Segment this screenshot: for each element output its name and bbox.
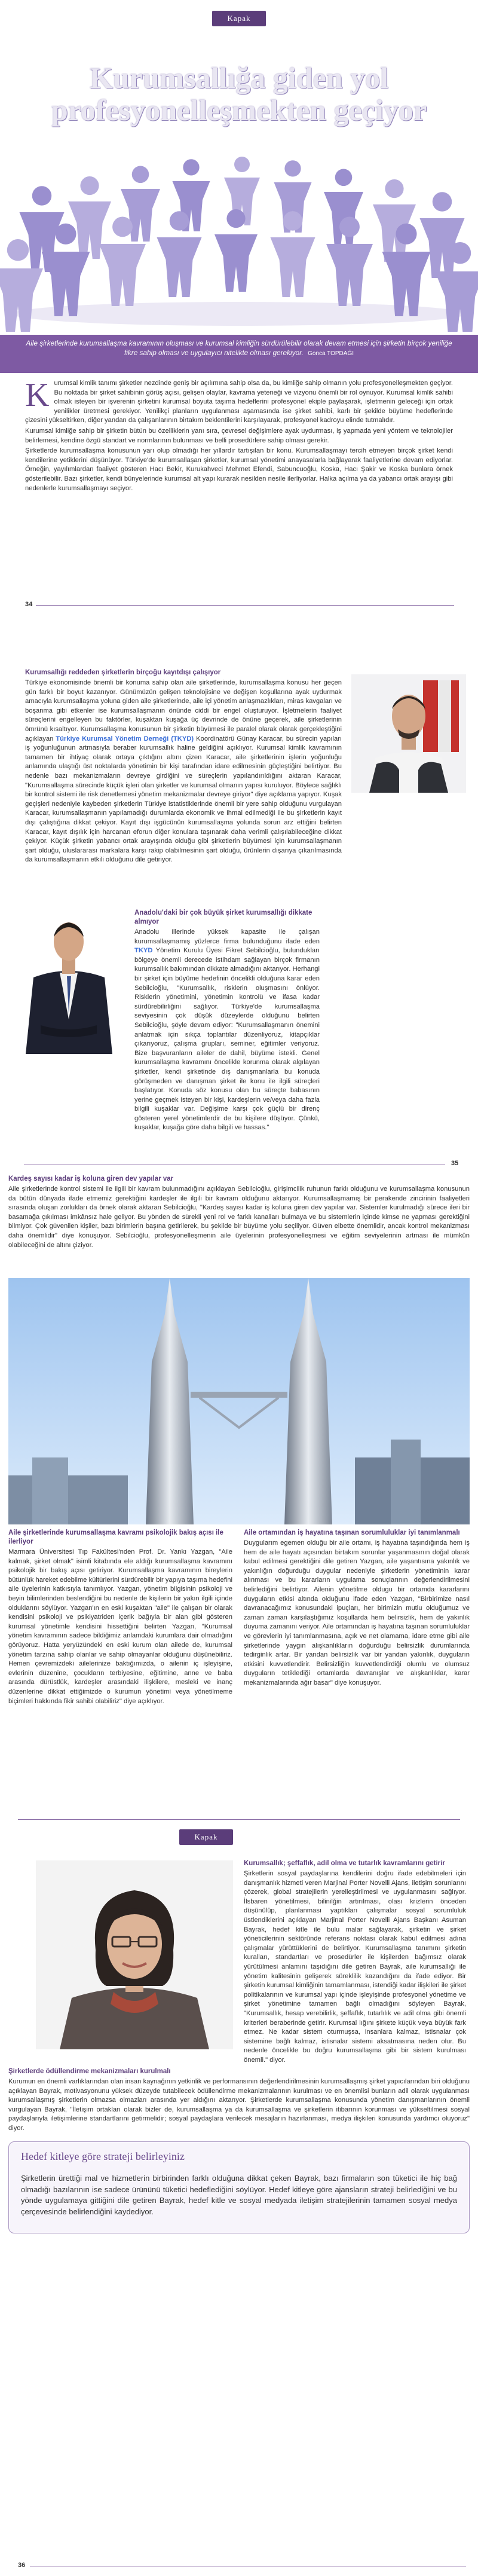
lead-paragraph: urumsal kimlik tanımı şirketler nezdinde geniş bir açılımına sahip olsa da, bu kimliğe sahip olmanın yolu profesyonelleşmekten geçiyor. Bu noktada bir şirket sahibinin görüş açısı, gelişen olaylar, kavrama yeteneği ve vizyonu önemli bir rol oynuyor. Kurumsal kimlik sahibi olmak isteyen bir işverenin şirketini kurumsal boyuta taşıma hedeflerini profesyonel ekiple paylaşarak, işletmenin geleceği için ortak yenilikler üretmesi gerekiyor. Yenilikçi planların uygulanması aşamasında ise şirket sahibi, karlı bir şekilde büyüme hedeflerinde çizesini yükseltirken, diğer yandan da çalışanlarının birtakım beklentilerini karşılayarak, profesyonel kadroyu elinde tutmalıdır.	[25, 380, 453, 424]
body-paragraph: Kurumsal kimliğe sahip bir şirketin bütün bu özelliklerin yanı sıra, çevresel değişimlere ayak uydurması, iş yapmada yeni yöntem ve teknolojiler belirlemesi, kendine özgü standart ve normlarının bulunması ve belli prosedürlere sahip olması gerekir.	[25, 427, 453, 444]
subtitle: Aile şirketlerinde kurumsallaşma kavramının oluşması ve kurumsal kimliğin sürdürülebilir olarak devam etmesi için şirketin birçok yeniliğe fikre sahip olması ve uygulayıcı nitelikte olması gerekiyor. Gonca TOPDAĞI	[26, 339, 452, 357]
article-column-right	[244, 1529, 470, 1688]
divider	[36, 605, 454, 606]
section-heading: Kurumsallığı reddeden şirketlerin birçoğu kayıtdışı çalışıyor	[25, 669, 221, 676]
section-heading: Şirketlerde ödüllendirme mekanizmaları kurulmalı	[8, 2068, 171, 2075]
body-paragraph: Marmara Üniversitesi Tıp Fakültesi'nden Prof. Dr. Yankı Yazgan, "Aile kalmak, şirket olmak" isimli kitabında ele aldığı kurumsallaşma kavramını psikolojik bir bakış açısı getiriyor. Kurumsallaşma kavramının bireylerin bütünlük hareket edebilme kültürlerini sürdürebilir bir yapıya taşıma hedefini aile üyelerinin katkısıyla tanımlıyor. Yazgan, yönetim bilgisinin psikoloji ve beyin bilimlerinden beslendiğini bu nedenle de kişilerin bir yakın ilgili içinde olduklarını söylüyor. Yazgan'ın en eski kuşaktan "aile" ile çalışan bir olarak kendisini psikoloji ve psikiyatriden içerik bağıyla bir alan gibi gösteren kurumsal yönetimle kendisini hissettiğini belirten Yazgan, "Kurumsal yönetim kavramının sadece bildiğimiz anlamdaki kurumlara dair olmadığını görüyoruz. Hatta yeryüzündeki en eski kurum olan ailede de, kurumsal yönetim tarzına sahip olanlar ve sahip olmayanlar olduğunu düşünebiliriz. Hemen çevremizdeki ailelerinize baktığımızda, o ailenin iç işleyişine, evlerinin düzenine, çocukların terbiyesine, eğitimine, anne ve baba arasında dürüstlük, kardeşler arasındaki ilişkilere, mesleki ve inanç düzenlerine dikkat ettiğimizde o kurumun yönetimi veya yönetilmeme biçimleri hakkında fikir sahibi olabiliriz" diye açıklıyor.	[8, 1548, 232, 1705]
article-column-right	[244, 1859, 466, 2065]
article-bottom-block	[8, 2067, 470, 2134]
section-tag: Kapak	[179, 1829, 233, 1845]
author-name: Gonca TOPDAĞI	[308, 350, 354, 357]
petronas-towers-image	[8, 1278, 470, 1524]
portrait-photo-man	[351, 674, 466, 793]
hero-illustration	[0, 33, 478, 332]
person-figure	[271, 211, 315, 297]
page-number: 35	[451, 1160, 459, 1167]
section-heading: Kardeş sayısı kadar iş koluna giren dev yapılar var	[8, 1175, 174, 1182]
page-number: 36	[18, 2562, 26, 2569]
article-column-mid	[134, 909, 320, 1133]
article-column-top	[25, 668, 342, 865]
headline-line-2: profesyonelleşmekten geçiyor	[51, 93, 427, 127]
section-tag: Kapak	[212, 11, 266, 26]
person-figure	[373, 179, 416, 262]
portrait-photo-woman	[36, 1860, 233, 2049]
organization-link[interactable]: TKYD	[134, 947, 153, 955]
organization-link[interactable]: Türkiye Kurumsal Yönetim Derneği (TKYD)	[56, 735, 194, 742]
portrait-photo-man-suit	[17, 906, 121, 1054]
body-paragraph: Anadolu illerinde yüksek kapasite ile çalışan kurumsallaşmamış yüzlerce firma bulunduğunu ifade eden TKYD Yönetim Kurulu Üyesi Fikret Sebilcioğlu, bulundukları bölgeye önemli derecede istihdam sağlayan birçok firmanın kurumsallık bakımından dikkate almadığını aktarıyor. Herhangi bir şirket için büyüme hedefinin öncelikli olduğuna karar eden Sebilcioğlu, "Kurumsallık, risklerin oluşmasını önlüyor. Risklerin yönetimini, yönetimin kontrolü ve ifasa kadar sürdürebilirliğini sağlıyor. Türkiye'de kurumsallaşma seviyesinin çok düşük düzeylerde olduğunu belirten Sebilcioğlu, şöyle devam ediyor: "Kurumsallaşmanın önemini anlatmak için sıkça toplantılar düzenliyoruz, kitapçıklar çıkarıyoruz, çalışma grupları, seminer, eğitimler veriyoruz. Bize başvuranların aileler de dahil, büyüme istekli. Genel kurumsallaşma kavramını öncelikle korunma olarak algılayan şirketler, kendi şirketinde dış danışmanlarla bu konuda görüşmeden ve danışman şirket ile konu ile ilgili süreçleri başlatıyor. Konuda söz konusu olan bu süreçte babasının yerine geçmek isteyen bir kişi, kardeşlerin ve/veya daha fazla bilgili kuşaklar var. Değişime karşı çok güçlü bir direnç gösteren yerel yönetimlerdir de bu kişilere düşüyor. Çünkü, kuşaklar, kuşağa göre daha bilgili ve hassas."	[134, 928, 320, 1132]
body-paragraph: Aile şirketlerinde kontrol sistemi ile ilgili bir kavram bulunmadığını açıklayan Sebilcioğlu, girişimcilik ruhunun farklı olduğunu ve kurumsallaşma konusunun da bütün dünyada ifade etmemiz gerektiğini kardeşler ile ilgili bir kavram olduğunu aktarıyor. Kurumsallaşmamış bir perakende zincirinin faaliyetleri sırasında oluşan zorlukları da örnek olarak aktaran Sebilcioğlu, "Kardeş sayısı kadar iş koluna giren dev yapılar var. Sistemler kurulmadığı sürece ileri bir basamağa çıkılması imkânsız hale geliyor. Bu yönden de sürekli yeni rol ve farklı kanalları bulmaya ve bu sistemlerin içinde kimse ne yapması gerektiğini bilmiyor. Çok güvenilen kişiler, bazı birimlerin başına getirilerek, bu şekilde bir büyüme yolu seçiliyor. Güven elbette önemlidir, ancak kontrol mekanizması daha önemlidir" diye konuşuyor. Sebilcioğlu, profesyonelleşmenin aile üyelerinin profesyonelleşmesi ve eğitim seviyelerinin artması ile mümkün olabileceğini de altını çiziyor.	[8, 1185, 470, 1249]
body-paragraph: Kurumun en önemli varlıklarından olan insan kaynağının yetkinlik ve performansının değerlendirilmesinin kurumsallaşmış şirket yapıcılarından biri olduğunu açıklayan Bayrak, motivasyonunu yüksek düzeyde tutabilecek ödüllendirme mekanizmalarının kurulması ve en önemlisi bunların adil olarak uygulanması kurumsallaşmış şirketlerin olmazsa olmazları arasında yer aldığını aktarıyor. Şirketlerde kurumsallaşma konusunda yönetim danışmanlarının önemli vurgulayan Bayrak, "İletişim ortakları olarak bizler de, kurumsallaşma ya da kurumsallaşma ve şirketlerin itibarının korunması ve yükseltilmesi sosyal paydaşlarıyla iletişimlerine standartlarını getirmelidir; sosyal paydaşlara verilecek mesajların hazırlanması, medya ilişkileri konusunda yardımcı oluyoruz" diyor.	[8, 2078, 470, 2132]
section-heading: Anadolu'daki bir çok büyük şirket kurumsallığı dikkate almıyor	[134, 909, 312, 925]
headline-line-1: Kurumsallığa giden yol	[89, 61, 389, 94]
towers-photo	[8, 1278, 470, 1524]
highlight-box	[8, 2141, 470, 2233]
headline	[0, 62, 478, 126]
body-paragraph: Türkiye ekonomisinde önemli bir konuma sahip olan aile şirketlerinde, kurumsallaşma konusu her geçen gün farklı bir boyut kazanıyor. Günümüzün gelişen teknolojisine ve değişen koşullarına ayak uydurmak amacıyla kurumsallaşma yoluna giden aile şirketlerinde, aile içi yönetim anlaşmazlıkları, miras kavgaları ve boşanma gibi etkenler ise kurumsallaşmanın önünde ciddi bir engel oluşturuyor. İşletmelerin faaliyet süreçlerini engelleyen bu faktörler, kuşaktan kuşağa üç devrinde de önüne geçerek, aile şirketlerinin ömrünü kısaltıyor. Kurumsallaşma konusunun bir şirketin büyümesi ile paralel olarak olarak gerçekleştiğini açıklayan Türkiye Kurumsal Yönetim Derneği (TKYD) Koordinatörü Günay Karacar, bu sürecin yapıları iş yoğunluğunun artmasıyla beraber kurumsallık haline geldiğini açıklıyor. Kurumsal kimlik kavramının tamamen bir ihtiyaç olarak ortaya çıktığını altını çizen Karacar, aile şirketlerinin işlerin yoğunluğu anlamında ulaştığı üst noktalarda yönetimin bir kişi tarafından idare edilmesinin güçleştiğini belirtiyor. Bu nedenle bazı mekanizmaların devreye girdiğini ve süreçlerin yapılandırıldığını aktaran Karacar, "Kurumsallaşma sürecinde küçük işleri olan şirketler ve kurumsal olmanın yapısı kuruluyor. Böylece sağlıklı bir kontrol sistemi ile risk denetlemesi yönetim mekanizmalar devreye giriyor" diye açıklama yapıyor. Kuşak geçişleri nedeniyle kaybeden şirketlerin Türkiye istatistiklerinde önemli bir yere sahip olduğunu vurgulayan Karacar, kurumsallaşmanın yapılamadığı durumlarda ekonomik ve ihmal edilmediği ile bu şirketlerin kayıt dışı çalıştığına dikkat çekiyor. Kayıt dışı işgücünün kurumsallaşma yolunda sorun arz ettiğini belirten Karacar, kayıt dışılık için harcanan eforun diğer konulara taşınarak daha verimli çalışılabileceğine dikkat çekiyor. Küçük şirketin yabancı ortak arayışında olduğu gibi şirketlerin büyümesi için kurumsallaşmanın şart olduğu, uluslararası markalara karşı rakip olabilmesinin şart olduğu, ürünlerin dışarıya çıkarılmasında da kurumsallaşmanın etkili olduğunu dile getiriyor.	[25, 679, 342, 864]
body-paragraph: Duygularım egemen olduğu bir aile ortamı, iş hayatına taşındığında hem iş hem de aile hayatı açısından birtakım sorunlar yaşanmasının doğal olarak kabul edilmesi gerektiğini dile getiren Yazgan, aile yaşantısına yakınlık ve yakınlığın doğurduğu duygular nedeniyle şirketlerin yönetiminin karar alınması ve bu kararların uygulama sonuçlarının değerlendirilmesini belirlediğini belirtiyor. Ailenin yönetilme oldugu bir ortamda kararlarını duyguların etkisi altında olduğunu ifade eden Yazgan, "Birbirimize nasıl davranacağımız konusundaki ipuçları, her birimizin mutlu olduğumuz ve zaman zaman karşılaştığımız koşullarda hem belirsizlik, hem de yakınlık duyuma zamanını veriyor. Aile ortamından iş hayatına taşınan sorumluluklar ve görevlerin iyi tanımlanmasına, açık ve net olamama, idare etme gibi aile şirketlerinde yaygın alışkanlıkların doğurduğu belirsizlik durumlarında tedirginlik artar. Bir yandan belirsizlik var bir yandan yakınlık, duyguların etkisini kuvvetlendirir. Belirsizliğin kuvvetlendirdiği olumlu ve olumsuz duyguların tetiklediği ortamlarda davranışlar ve alışkanlıklar, karar mekanizmalarında ağır basar" diye konuşuyor.	[244, 1539, 470, 1686]
person-figure	[420, 192, 465, 278]
body-paragraph: Şirketlerde kurumsallaşma konusunun yarı olup olmadığı her yıllardır tartışılan bir konu. Kurumsallaşmayı tercih etmeyen birçok şirket kendi kendilerine yetiklerini düşünüyor. Türkiye'de kurumsallaşan şirketler, kurumsal yönetimi anayasalarla bağlayarak faaliyetlerine devam ediyorlar. Örneğin, yayılımlardan faaliyet gösteren Hacı Bekir, Kurukahveci Mehmet Efendi, Sabuncuoğlu, Koska, Hacı Şakir ve Koska bunlara örnek gösterilebilir. Bazı şirketler, kendi bünyelerinde kurumsal alt yapı kurarak nesilden nesile ilerliyorlar. Halka açılma ya da yabancı ortak arayışı gibi nedenlerle kurumsallaşmayı seçiyor.	[25, 447, 453, 492]
box-title: Hedef kitleye göre strateji belirleyiniz	[21, 2150, 185, 2162]
section-heading: Aile şirketlerinde kurumsallaşma kavramı psikolojik bakış açısı ile ilerliyor	[8, 1529, 223, 1545]
section-heading: Kurumsallık; şeffaflık, adil olma ve tutarlık kavramlarını getirir	[244, 1860, 445, 1867]
subtitle-band	[0, 335, 478, 373]
section-heading: Aile ortamından iş hayatına taşınan sorumluluklar iyi tanımlanmalı	[244, 1529, 460, 1536]
article-column-left	[8, 1529, 232, 1706]
box-text: Şirketlerin ürettiği mal ve hizmetlerin birbirinden farklı olduğuna dikkat çeken Bayrak, bazı firmaların son tüketici ile hiç bağ olmadığı bazılarının ise sadece ürününü tüketici hedeflediğini söylüyor. Hedef kitleye göre ajansların strateji belirlediğini ve bu yönde uygulamaya gittiğini dile getiren Bayrak, hedef kitle ve sosyal medyada iletişim stratejilerinin tamamen sosyal medya çerçevesinde belirlendiğini kaydediyor.	[21, 2174, 457, 2216]
body-paragraph: Şirketlerin sosyal paydaşlarına kendilerini doğru ifade edebilmeleri için danışmanlık hizmeti veren Marjinal Porter Novelli Ajans, iletişim sorunlarını çözerek, global stratejilerin yerelleştirilmesi ve uygulanmasını sağlıyor. İlsbaren yönetilmesi, bilinilğin artırılması, olası krizlerin önceden düşünülüp, planlanması yaptıkları çalışmalar sosyal sorumluluk üstlendiklerini açıklayan Marjinal Porter Novelli Ajans Başkanı Asuman Bayrak, hedef kitle ile bulu malar sağlayarak, şirketin ve şirket yöneticilerinin sektöründe referans noktası olarak kabul edilmesi adına çalışmalar yürüttüklerini de belirtiyor. Kurumsallaşma tanımını şirketin kuralları, standartları ve prosedürler ile kişilerden bağımsız olarak yürütülmesi anlamını taşıdığını dile getiren Bayrak, aile kurumsallığı ile yönetim kalitesinin gelişerek süreklilik kazandığını da ifade ediyor. Bir şirketin kurumsal kimliğinin tamamlanması, istendiği kadar ilişkileri ile şirket politikalarının ve kurumsal yapı içinde işleyişinde profesyonel yönetime ve şirket yönetimine tamamen bağlı olmadığını söyleyen Bayrak, "Kurumsallık, hesap verebilirlik, şeffaflık, tutarlılık ve adil olma gibi önemli kriterleri beraberinde getirir. Kurumsal lığını şirkete küçük veya büyük fark etmez. Ne kadar sistem oturmuşsa, insanlara kalmaz, istisnalar çok sistemine bağlı kalmaz, istisnalar sistemi aksatmasına neden olur. Bu nedenle öncelikle bu doğru kurumsallaşma gibi bir sistem kurulması önemli." diyor.	[244, 1870, 466, 2064]
divider	[18, 1819, 460, 1820]
page-number: 34	[25, 601, 33, 608]
drop-cap: K	[25, 377, 50, 414]
article-top-block	[8, 1175, 470, 1250]
intro-text	[25, 379, 453, 493]
person-figure	[215, 209, 258, 292]
